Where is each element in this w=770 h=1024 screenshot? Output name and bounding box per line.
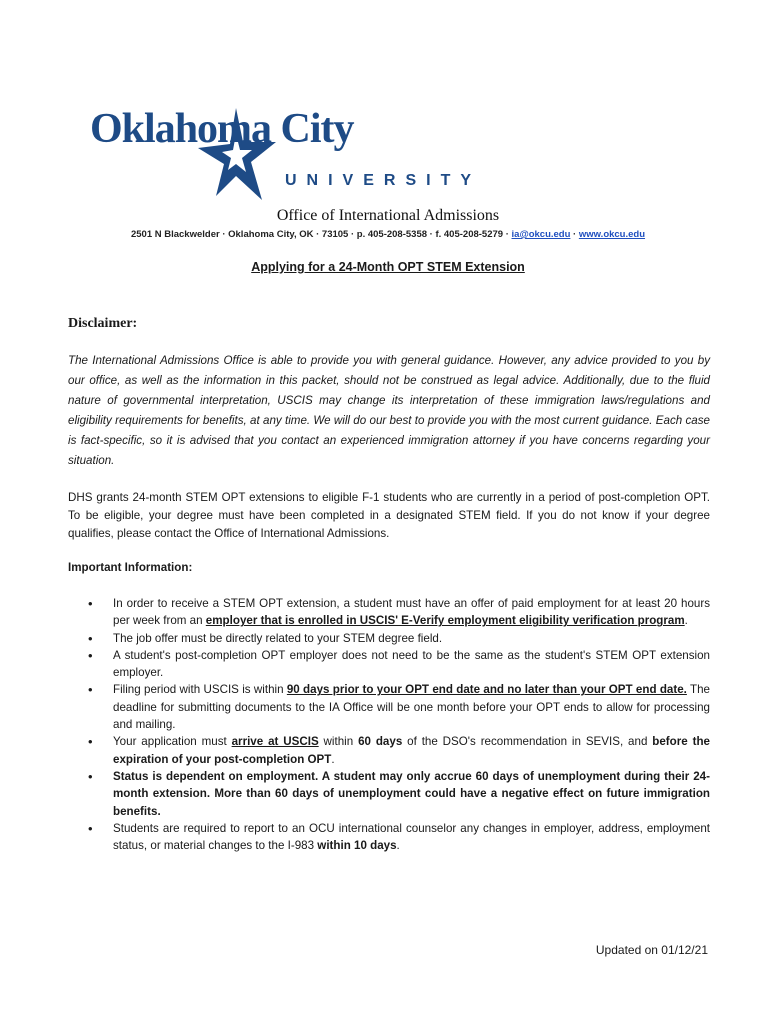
before-expiration: before the expiration of your post-completion OPT bbox=[113, 735, 710, 766]
logo-subtitle: UNIVERSITY bbox=[285, 172, 482, 189]
status-dependency: Status is dependent on employment. A student may only accrue 60 days of unemployment during their 24-month extension. More than 60 days of unemployment could have a negative effect on future immigration benefits. bbox=[113, 769, 710, 818]
list-item: • A student's post-completion OPT employer does not need to be the same as the student's STEM OPT extension employer. bbox=[68, 647, 710, 682]
within-ten-days: within 10 days bbox=[317, 839, 397, 853]
dhs-paragraph: DHS grants 24-month STEM OPT extensions to eligible F-1 students who are currently in a period of post-completion OPT. To be eligible, your degree must have been completed in a designated STEM field. If you do not know if your degree qualifies, please contact the Office of International Admissions. bbox=[68, 491, 710, 540]
filing-period: 90 days prior to your OPT end date and no later than your OPT end date. bbox=[286, 683, 687, 697]
address-street: 2501 N Blackwelder · Oklahoma City, OK · 73105 · p. 405-208-5358 · f. 405-208-5279 · bbox=[130, 229, 512, 240]
website-link[interactable]: www.okcu.edu bbox=[578, 229, 646, 240]
document-title: Applying for a 24-Month OPT STEM Extension bbox=[251, 260, 525, 274]
sixty-days: 60 days bbox=[358, 735, 403, 749]
office-title: Office of International Admissions bbox=[276, 207, 500, 224]
list-item: • Your application must arrive at USCIS within 60 days of the DSO's recommendation in SEVIS, and before the expiration of your post-completion OPT. bbox=[68, 733, 710, 768]
list-item bbox=[68, 768, 710, 820]
list-item: • Filing period with USCIS is within 90 days prior to your OPT end date and no later than your OPT end date. The deadline for submitting documents to the IA Office will be one month before your OPT ends to allow for processing and mailing. bbox=[68, 681, 710, 733]
e-verify-requirement: employer that is enrolled in USCIS' E-Verify employment eligibility verification program bbox=[205, 614, 685, 628]
disclaimer-heading: Disclaimer: bbox=[68, 316, 138, 331]
list-item: • The job offer must be directly related to your STEM degree field. bbox=[68, 630, 710, 647]
important-info-list bbox=[68, 595, 710, 854]
address-separator: · bbox=[570, 229, 579, 240]
email-link[interactable]: ia@okcu.edu bbox=[511, 229, 571, 240]
arrive-at-uscis: arrive at USCIS bbox=[231, 735, 319, 749]
address-line bbox=[0, 229, 770, 240]
disclaimer-paragraph: The International Admissions Office is able to provide you with general guidance. However, any advice provided to you by our office, as well as the information in this packet, should not be construed as legal advice. Additionally, due to the fluid nature of governmental interpretation, USCIS may change its interpretation of these immigration laws/regulations and eligibility requirements for benefits, at any time. We will do our best to provide you with the most current guidance. Each case is fact-specific, so it is advised that you contact an experienced immigration attorney if you have concerns regarding your situation. bbox=[68, 354, 710, 467]
list-item: • Students are required to report to an OCU international counselor any changes in employer, address, employment status, or material changes to the I-983 within 10 days. bbox=[68, 820, 710, 855]
logo-name: Oklahoma City bbox=[90, 106, 354, 152]
updated-date: Updated on 01/12/21 bbox=[595, 943, 708, 957]
important-info-heading: Important Information: bbox=[68, 561, 193, 574]
list-item: • In order to receive a STEM OPT extension, a student must have an offer of paid employment for at least 20 hours per week from an employer that is enrolled in USCIS' E-Verify employment eligibility verification program. bbox=[68, 595, 710, 630]
